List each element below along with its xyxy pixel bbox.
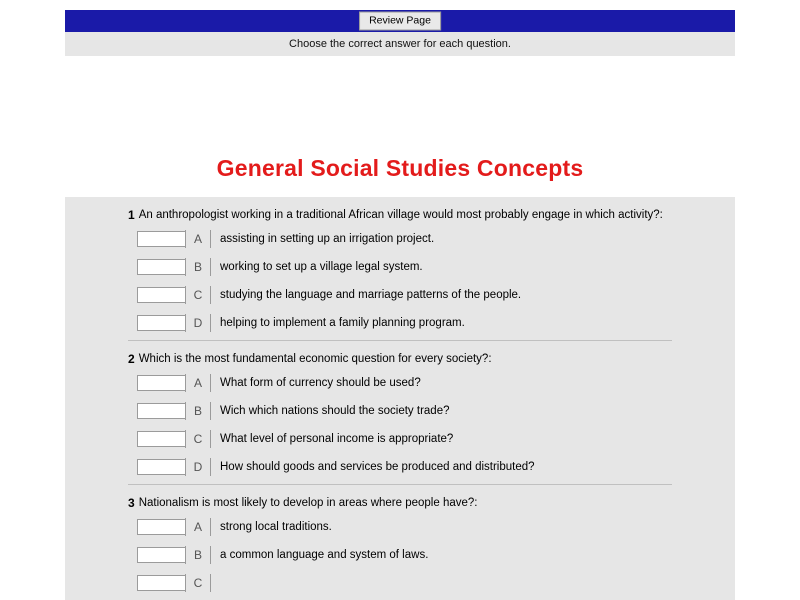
page-title: General Social Studies Concepts xyxy=(216,155,584,181)
option-row xyxy=(137,544,735,566)
answer-input[interactable] xyxy=(137,375,185,391)
option-row xyxy=(137,228,735,250)
answer-input[interactable] xyxy=(137,287,185,303)
question-header xyxy=(65,197,735,228)
option-letter: B xyxy=(185,402,211,420)
option-row xyxy=(137,572,735,594)
top-toolbar xyxy=(65,10,735,32)
review-page-button[interactable]: Review Page xyxy=(359,12,441,31)
option-text: working to set up a village legal system. xyxy=(220,261,423,273)
option-row xyxy=(137,284,735,306)
question-number: 2 xyxy=(128,352,135,366)
option-text: studying the language and marriage patterns of the people. xyxy=(220,289,522,301)
option-text: How should goods and services be produced and distributed? xyxy=(220,461,535,473)
option-text: assisting in setting up an irrigation project. xyxy=(220,233,435,245)
option-text: What form of currency should be used? xyxy=(220,377,421,389)
question-number: 3 xyxy=(128,496,135,510)
option-letter: A xyxy=(185,518,211,536)
option-list xyxy=(65,372,735,478)
answer-input[interactable] xyxy=(137,231,185,247)
answer-input[interactable] xyxy=(137,403,185,419)
option-list xyxy=(65,516,735,594)
option-text: strong local traditions. xyxy=(220,521,332,533)
option-letter: C xyxy=(185,286,211,304)
question-text: An anthropologist working in a traditional African village would most probably engage in which activity?: xyxy=(138,209,663,221)
instructions-text: Choose the correct answer for each question. xyxy=(289,38,511,50)
question-text: Nationalism is most likely to develop in areas where people have?: xyxy=(138,497,478,509)
question-header xyxy=(65,341,735,372)
question-block xyxy=(65,485,735,594)
option-letter: D xyxy=(185,314,211,332)
option-letter: D xyxy=(185,458,211,476)
option-list xyxy=(65,228,735,334)
question-header xyxy=(65,485,735,516)
option-row xyxy=(137,428,735,450)
option-row xyxy=(137,312,735,334)
answer-input[interactable] xyxy=(137,259,185,275)
question-number: 1 xyxy=(128,208,135,222)
option-text: a common language and system of laws. xyxy=(220,549,429,561)
option-text: What level of personal income is appropriate? xyxy=(220,433,454,445)
option-row xyxy=(137,372,735,394)
option-row xyxy=(137,400,735,422)
option-text: helping to implement a family planning program. xyxy=(220,317,465,329)
quiz-container xyxy=(65,197,735,600)
option-letter: B xyxy=(185,258,211,276)
option-letter: A xyxy=(185,374,211,392)
answer-input[interactable] xyxy=(137,315,185,331)
answer-input[interactable] xyxy=(137,575,185,591)
option-letter: B xyxy=(185,546,211,564)
answer-input[interactable] xyxy=(137,459,185,475)
instructions-bar xyxy=(65,32,735,56)
option-row xyxy=(137,256,735,278)
option-row xyxy=(137,516,735,538)
answer-input[interactable] xyxy=(137,431,185,447)
answer-input[interactable] xyxy=(137,547,185,563)
option-letter: C xyxy=(185,430,211,448)
option-letter: A xyxy=(185,230,211,248)
answer-input[interactable] xyxy=(137,519,185,535)
option-row xyxy=(137,456,735,478)
option-text: Wich which nations should the society trade? xyxy=(220,405,450,417)
question-block xyxy=(65,197,735,341)
question-block xyxy=(65,341,735,485)
question-text: Which is the most fundamental economic question for every society?: xyxy=(138,353,492,365)
option-letter: C xyxy=(185,574,211,592)
